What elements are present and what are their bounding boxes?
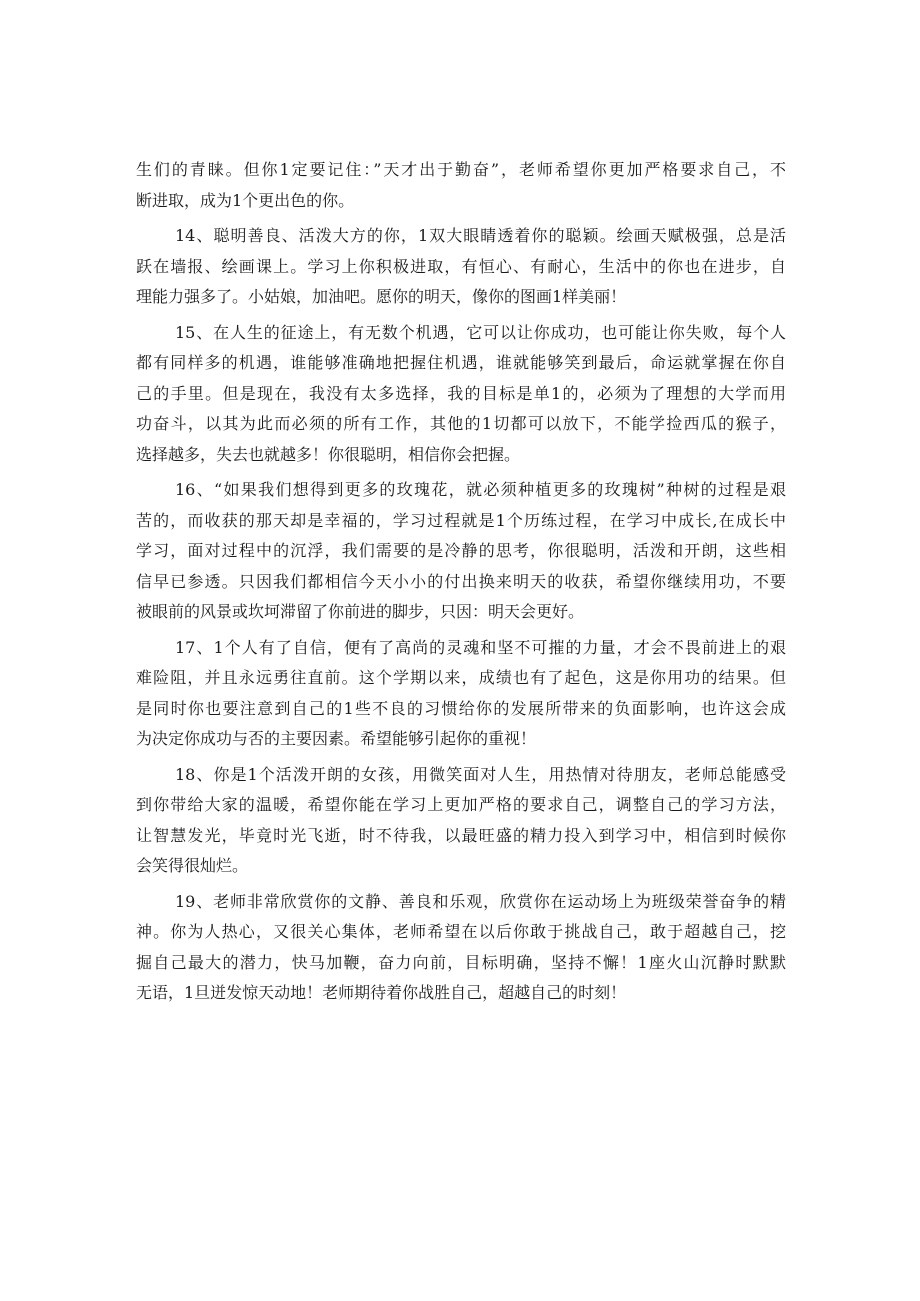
text-line: 被眼前的风景或坎坷滞留了你前进的脚步，只因：明天会更好。 (136, 602, 585, 621)
text-line: 选择越多，失去也就越多！你很聪明，相信你会把握。 (136, 444, 521, 464)
text-line: 生们的青睐。但你1定要记住：”天才出于勤奋”，老师希望你更加严格要求自己，不 (136, 160, 786, 179)
text-line: 17、1个人有了自信，便有了高尚的灵魂和坚不可摧的力量，才会不畏前进上的艰 (175, 637, 786, 657)
text-line: 断进取，成为1个更出色的你。 (136, 190, 355, 210)
text-line: 无语，1旦迸发惊天动地！老师期待着你战胜自己，超越自己的时刻！ (136, 983, 627, 1002)
document-body (136, 155, 786, 1014)
text-line: 是同时你也要注意到自己的1些不良的习惯给你的发展所带来的负面影响，也许这会成 (136, 698, 786, 718)
text-line: 苦的，而收获的那天却是幸福的，学习过程就是1个历练过程，在学习中成长,在成长中 (136, 510, 786, 530)
text-line: 学习，面对过程中的沉浮，我们需要的是冷静的思考，你很聪明，活泼和开朗，这些相 (136, 541, 786, 560)
paragraph-17 (136, 633, 786, 755)
text-line: 到你带给大家的温暖，希望你能在学习上更加严格的要求自己，调整自己的学习方法， (136, 795, 786, 814)
paragraph-continuation (136, 155, 786, 216)
text-line: 理能力强多了。小姑娘，加油吧。愿你的明天，像你的图画1样美丽！ (136, 287, 627, 306)
text-line: 信早已参透。只因我们都相信今天小小的付出换来明天的收获，希望你继续用功，不要 (136, 571, 786, 591)
paragraph-18 (136, 760, 786, 882)
text-line: 己的手里。但是现在，我没有太多选择，我的目标是单1的，必须为了理想的大学而用 (136, 383, 786, 403)
text-line: 18、你是1个活泼开朗的女孩，用微笑面对人生，用热情对待朋友，老师总能感受 (175, 764, 786, 784)
paragraph-16 (136, 475, 786, 628)
text-line: 难险阻，并且永远勇往直前。这个学期以来，成绩也有了起色，这是你用功的结果。但 (136, 668, 786, 687)
paragraph-14 (136, 221, 786, 313)
paragraph-19 (136, 887, 786, 1009)
paragraph-15 (136, 318, 786, 471)
text-line: 都有同样多的机遇，谁能够准确地把握住机遇，谁就能够笑到最后，命运就掌握在你自 (136, 353, 786, 372)
text-line: 让智慧发光，毕竟时光飞逝，时不待我，以最旺盛的精力投入到学习中，相信到时候你 (136, 825, 786, 845)
text-line: 为决定你成功与否的主要因素。希望能够引起你的重视！ (136, 729, 537, 748)
text-line: 跃在墙报、绘画课上。学习上你积极进取，有恒心、有耐心，生活中的你也在进步，自 (136, 256, 786, 276)
text-line: 功奋斗，以其为此而必须的所有工作，其他的1切都可以放下，不能学捡西瓜的猴子， (136, 414, 786, 433)
text-line: 掘自己最大的潜力，快马加鞭，奋力向前，目标明确，坚持不懈！1座火山沉静时默默 (136, 952, 786, 972)
text-line: 16、“如果我们想得到更多的玫瑰花，就必须种植更多的玫瑰树”种树的过程是艰 (175, 480, 786, 499)
text-line: 15、在人生的征途上，有无数个机遇，它可以让你成功，也可能让你失败，每个人 (175, 322, 786, 342)
text-line: 神。你为人热心，又很关心集体，老师希望在以后你敢于挑战自己，敢于超越自己，挖 (136, 922, 786, 941)
text-line: 会笑得很灿烂。 (136, 856, 249, 875)
text-line: 19、老师非常欣赏你的文静、善良和乐观，欣赏你在运动场上为班级荣誉奋争的精 (175, 891, 786, 911)
text-line: 14、聪明善良、活泼大方的你，1双大眼睛透着你的聪颖。绘画天赋极强，总是活 (175, 226, 786, 245)
